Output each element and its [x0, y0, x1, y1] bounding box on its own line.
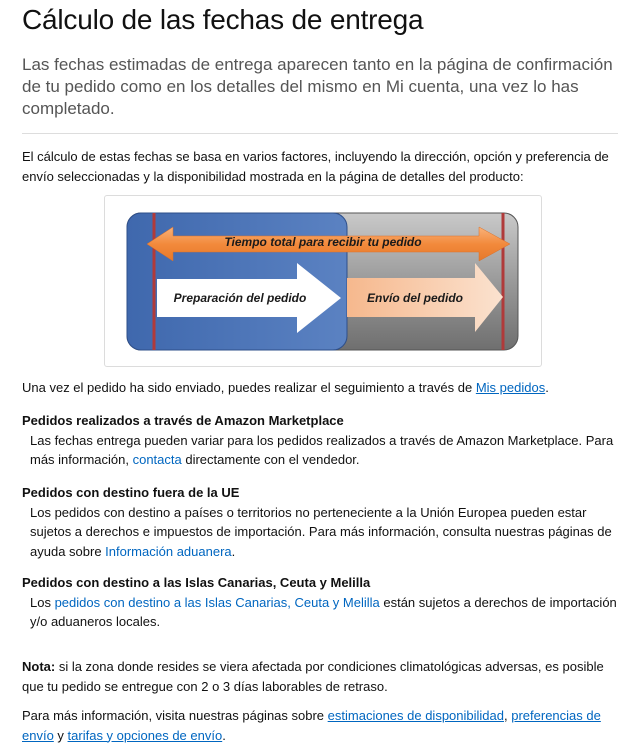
section-text: Los pedidos con destino a países o territorios no perteneciente a la Unión Europea pueden estar sujetos a derechos e impuestos de importación. Para más información, consulta nuestras páginas de ayuda sobre [30, 504, 612, 559]
section-text-end: están sujetos a derechos de importación y/o aduaneros locales. [30, 594, 617, 629]
section-text-end: . [231, 543, 236, 559]
section-heading: Pedidos realizados a través de Amazon Marketplace [22, 413, 344, 428]
section-outside-eu [22, 483, 618, 561]
more-text: Para más información, visita nuestras páginas sobre [22, 708, 328, 723]
section-body [22, 593, 618, 632]
section-canarias [22, 573, 618, 632]
page-title: Cálculo de las fechas de entrega [22, 4, 424, 35]
delivery-time-diagram [104, 195, 542, 367]
shipping-preferences-link[interactable]: preferencias de envío [22, 708, 601, 743]
total-time-label: Tiempo total para recibir tu pedido [224, 235, 422, 249]
diagram-svg [105, 196, 541, 366]
my-orders-link[interactable]: Mis pedidos [475, 380, 546, 395]
tracking-text: Una vez el pedido ha sido enviado, puedes realizar el seguimiento a través de [22, 380, 476, 395]
section-body [22, 503, 618, 562]
customs-info-link[interactable]: Información aduanera [105, 543, 232, 559]
intro-text: Las fechas estimadas de entrega aparecen tanto en la página de confirmación de tu pedido como en los detalles del mismo en Mi cuenta, una vez lo has completado. [22, 55, 613, 118]
separator: y [53, 727, 68, 743]
section-text: Las fechas entrega pueden variar para los pedidos realizados a través de Amazon Marketplace. Para más información, [30, 432, 614, 467]
more-info-paragraph [22, 706, 618, 745]
section-heading: Pedidos con destino a las Islas Canarias, Ceuta y Melilla [22, 575, 371, 590]
tracking-end: . [545, 380, 549, 395]
note-label: Nota: [22, 659, 56, 674]
tracking-paragraph [22, 378, 618, 398]
shipping-label: Envío del pedido [366, 291, 463, 305]
note-text: si la zona donde resides se viera afectada por condiciones climatológicas adversas, es posible que tu pedido se entregue con 2 o 3 días laborables de retraso. [22, 659, 604, 694]
section-marketplace [22, 411, 618, 470]
more-end: . [222, 727, 226, 743]
section-heading: Pedidos con destino fuera de la UE [22, 485, 240, 500]
contact-seller-link[interactable]: contacta [132, 452, 182, 467]
divider [22, 133, 618, 134]
section-body [22, 431, 618, 470]
availability-estimates-link[interactable]: estimaciones de disponibilidad [327, 708, 504, 723]
separator: , [504, 708, 512, 723]
canarias-orders-link[interactable]: pedidos con destino a las Islas Canarias, Ceuta y Melilla [54, 594, 380, 610]
section-text: Los [30, 594, 55, 610]
calculation-paragraph: El cálculo de estas fechas se basa en varios factores, incluyendo la dirección, opción y preferencia de envío seleccionadas y la disponibilidad mostrada en la página de detalles del producto: [22, 149, 609, 184]
section-text-end: directamente con el vendedor. [181, 452, 360, 467]
preparation-label: Preparación del pedido [173, 291, 307, 305]
shipping-rates-link[interactable]: tarifas y opciones de envío [67, 727, 223, 743]
weather-note [22, 657, 618, 696]
